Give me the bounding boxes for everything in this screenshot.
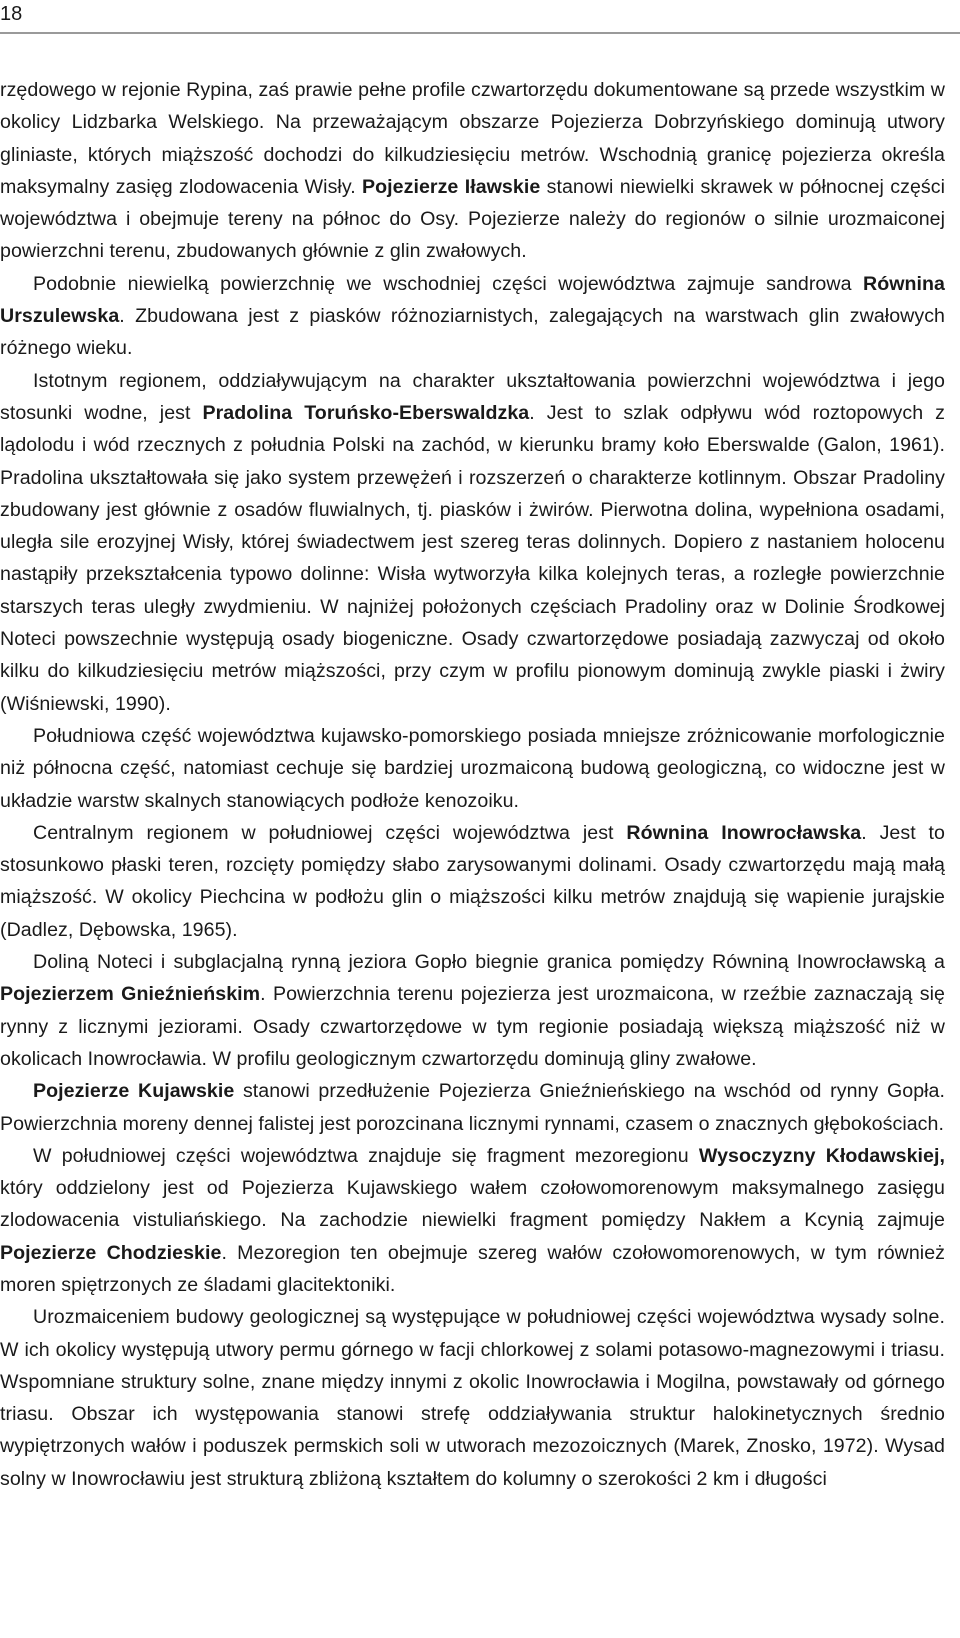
paragraph (0, 946, 945, 1075)
text-run: stanowi niewielki skrawek w północnej części województwa i obejmuje tereny na północ do Osy. Pojezierze należy do regionów o silnie urozmaiconej powierzchni terenu, zbudowanych głównie z glin zwałowych. (0, 175, 946, 263)
header-divider (0, 32, 960, 34)
text-run: który oddzielony jest od Pojezierza Kujawskiego wałem czołowomorenowym maksymalnego zasięgu zlodowacenia vistuliańskiego. Na zachodzie niewielki fragment pomiędzy Nakłem a Kcynią zajmuje (0, 1177, 945, 1232)
bold-term: Pradolina Toruńsko-Eberswaldzka (202, 401, 530, 424)
text-run: . Mezoregion ten obejmuje szereg wałów czołowomorenowych, w tym również moren spiętrzonych ze śladami glacitektoniki. (0, 1241, 945, 1296)
paragraph (0, 1140, 945, 1301)
paragraph (0, 1075, 945, 1140)
text-run: Południowa część województwa kujawsko-pomorskiego posiada mniejsze zróżnicowanie morfologicznie niż północna część, natomiast cechuje się bardziej urozmaiconą budową geologiczną, co widoczne jest w układzie warstw skalnych stanowiących podłoże kenozoiku. (0, 724, 945, 812)
paragraph (0, 268, 945, 365)
text-run: Doliną Noteci i subglacjalną rynną jeziora Gopło biegnie granica pomiędzy Równiną Inowrocławską a (33, 951, 945, 974)
text-run: Urozmaiceniem budowy geologicznej są występujące w południowej części województwa wysady solne. W ich okolicy występują utwory permu górnego w facji chlorkowej z solami potasowo-magnezowymi i triasu. Wspomniane struktury solne, znane między innymi z okolic Inowrocławia i Mogilna, powstawały od górnego triasu. Obszar ich występowania stanowi strefę oddziaływania struktur halokinetycznych średnio wypiętrzonych wałów i poduszek permskich soli w utworach mezozoicznych (Marek, Znosko, 1972). Wysad solny w Inowrocławiu jest strukturą zbliżoną kształtem do kolumny o szerokości 2 km i długości (0, 1306, 945, 1490)
paragraph (0, 817, 945, 946)
page-number: 18 (0, 3, 23, 25)
text-run: Istotnym regionem, oddziaływującym na charakter ukształtowania powierzchni województwa i jego stosunki wodne, jest (0, 369, 945, 424)
document-body (0, 74, 945, 1495)
text-run: stanowi przedłużenie Pojezierza Gnieźnieńskiego na wschód od rynny Gopła. Powierzchnia moreny dennej falistej jest porozcinana licznymi rynnami, czasem o znacznych głębokościach. (0, 1080, 945, 1135)
bold-term: Pojezierzem Gnieźnieńskim (0, 983, 261, 1006)
bold-term: Pojezierze Chodzieskie (0, 1241, 222, 1264)
bold-term: Równina Inowrocławska (626, 821, 862, 844)
paragraph (0, 720, 945, 817)
paragraph (0, 74, 945, 268)
bold-term: Równina Urszulewska (0, 272, 945, 328)
paragraph (0, 365, 945, 720)
bold-term: Pojezierze Kujawskie (33, 1080, 235, 1103)
text-run: . Jest to szlak odpływu wód roztopowych z lądolodu i wód rzecznych z południa Polski na zachód, w kierunku bramy koło Eberswalde (Galon, 1961). Pradolina ukształtowała się jako system przewężeń i rozszerzeń o charakterze kotlinnym. Obszar Pradoliny zbudowany jest głównie z osadów fluwialnych, tj. piasków i żwirów. Pierwotna dolina, wypełniona osadami, uległa sile erozyjnej Wisły, której świadectwem jest szereg teras dolinnych. Dopiero z nastaniem holocenu nastąpiły przekształcenia typowo dolinne: Wisła wytworzyła kilka kolejnych teras, a rozległe powierzchnie starszych teras uległy zwydmieniu. W najniżej położonych częściach Pradoliny oraz w Dolinie Środkowej Noteci powszechnie występują osady biogeniczne. Osady czwartorzędowe posiadają zazwyczaj od około kilku do kilkudziesięciu metrów miąższości, przy czym w profilu pionowym dominują zwykle piaski i żwiry (Wiśniewski, 1990). (0, 401, 946, 715)
text-run: rzędowego w rejonie Rypina, zaś prawie pełne profile czwartorzędu dokumentowane są przede wszystkim w okolicy Lidzbarka Welskiego. Na przeważającym obszarze Pojezierza Dobrzyńskiego dominują utwory gliniaste, których miąższość dochodzi do kilkudziesięciu metrów. Wschodnią granicę pojezierza określa maksymalny zasięg zlodowacenia Wisły. (0, 79, 945, 198)
text-run: W południowej części województwa znajduje się fragment mezoregionu (33, 1144, 699, 1167)
text-run: Centralnym regionem w południowej części województwa jest (33, 821, 627, 844)
text-run: . Jest to stosunkowo płaski teren, rozcięty pomiędzy słabo zarysowanymi dolinami. Osady czwartorzędu mają małą miąższość. W okolicy Piechcina w podłożu glin o miąższości kilku metrów znajdują się wapienie jurajskie (Dadlez, Dębowska, 1965). (0, 821, 945, 941)
bold-term: Wysoczyzny Kłodawskiej, (698, 1144, 945, 1167)
text-run: Podobnie niewielką powierzchnię we wschodniej części województwa zajmuje sandrowa (33, 272, 863, 295)
text-run: . Zbudowana jest z piasków różnoziarnistych, zalegających na warstwach glin zwałowych różnego wieku. (0, 305, 945, 360)
text-run: . Powierzchnia terenu pojezierza jest urozmaicona, w rzeźbie zaznaczają się rynny z licznymi jeziorami. Osady czwartorzędowe w tym regionie posiadają większą miąższość niż w okolicach Inowrocławia. W profilu geologicznym czwartorzędu dominują gliny zwałowe. (0, 983, 945, 1070)
bold-term: Pojezierze Iławskie (362, 175, 541, 198)
paragraph (0, 1301, 945, 1495)
